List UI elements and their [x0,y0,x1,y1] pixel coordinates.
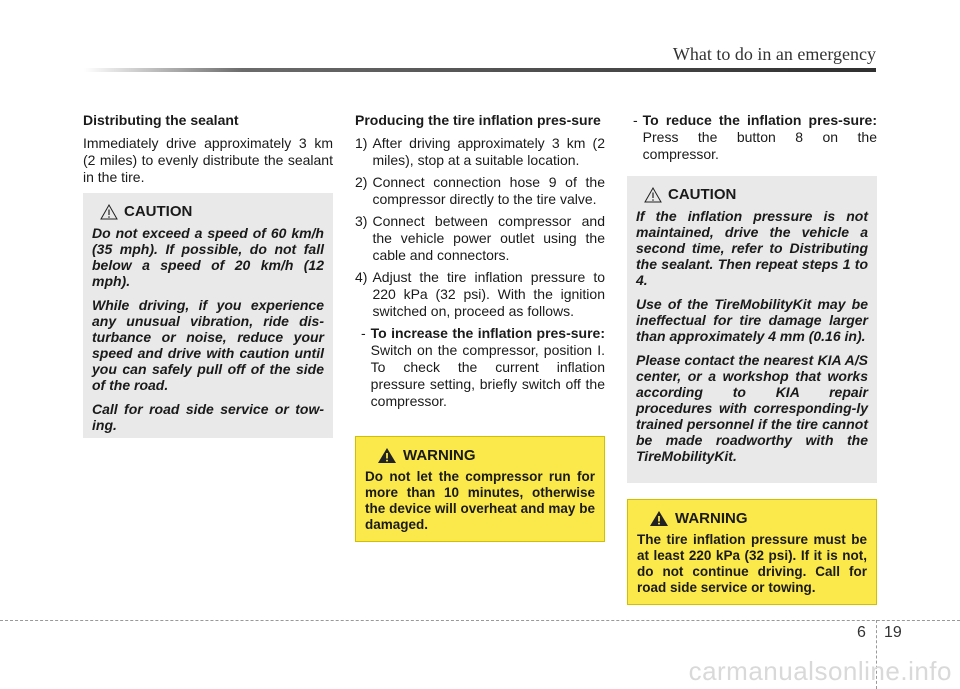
caution-box-speed [83,193,333,438]
step-text: After driving approximately 3 km (2 miles), stop at a suitable location. [372,135,605,168]
reduce-pressure-item [633,112,877,163]
step-number: 2) [355,174,368,190]
warning-box-compressor [355,436,605,542]
sub-dash: - [633,112,638,128]
caution-triangle-icon [100,204,118,220]
distributing-body: Immediately drive approximately 3 km (2 miles) to evenly distribute the sealant in the tire. [83,135,333,185]
watermark: carmanualsonline.info [688,656,952,686]
header-rule [84,68,876,72]
producing-pressure-heading: Producing the tire inflation pres-sure [355,112,601,128]
step-number: 4) [355,269,368,285]
step-item [355,213,605,264]
sub-lead: To increase the inflation pres-sure: [370,325,605,341]
caution-paragraph: Do not exceed a speed of 60 km/h (35 mph). If possible, do not fall below a speed of 20 km/h (12 mph). [92,225,324,289]
step-text: Adjust the tire inflation pressure to 220 kPa (32 psi). With the ignition switched on, proceed as follows. [372,269,605,319]
caution-triangle-icon [644,187,662,203]
sub-lead: To reduce the inflation pres-sure: [642,112,877,128]
warning-title-text: WARNING [675,510,748,527]
section-header-title: What to do in an emergency [672,44,876,64]
sub-body [371,325,605,410]
caution-title-text: CAUTION [124,203,193,220]
warning-title [649,510,867,527]
step-number: 1) [355,135,368,151]
column-2 [355,112,605,415]
step-text: Connect between compressor and the vehicle power outlet using the cable and connectors. [372,213,605,263]
warning-triangle-icon [649,510,669,527]
step-item [355,174,605,208]
caution-box-inflation [627,176,877,483]
warning-title [377,447,595,464]
distributing-heading: Distributing the sealant [83,112,239,128]
sub-text: Switch on the compressor, position I. To check the current inflation pressure setting, briefly switch off the compressor. [370,342,605,409]
step-number: 3) [355,213,368,229]
increase-pressure-item [361,325,605,410]
step-item [355,135,605,169]
sub-dash: - [361,325,366,341]
sub-text: Press the button 8 on the compressor. [642,129,877,162]
warning-text: The tire inflation pressure must be at least 220 kPa (32 psi). If it is not, do not continue driving. Call for road side service or towing. [637,532,867,595]
step-item [355,269,605,320]
column-3 [627,112,877,168]
page-number: 19 [884,624,902,641]
caution-paragraph: Use of the TireMobilityKit may be ineffectual for tire damage larger than approximately 4 mm (0.16 in). [636,296,868,344]
warning-box-pressure [627,499,877,605]
warning-triangle-icon [377,447,397,464]
caution-title-text: CAUTION [668,186,737,203]
caution-title [100,203,324,220]
caution-paragraph: While driving, if you experience any unusual vibration, ride dis-turbance or noise, reduce your speed and drive with caution until you can safely pull off of the side of the road. [92,297,324,393]
sub-body [643,112,877,163]
footer-rule [0,620,960,621]
column-1 [83,112,333,192]
caution-paragraph: Please contact the nearest KIA A/S center, or a workshop that works according to KIA repair procedures with corresponding-ly trained personnel if the tire cannot be made roadworthy with the TireMobilityKit. [636,352,868,464]
caution-paragraph: Call for road side service or tow-ing. [92,401,324,433]
caution-title [644,186,868,203]
chapter-number: 6 [857,624,866,641]
caution-paragraph: If the inflation pressure is not maintained, drive the vehicle a second time, refer to Distributing the sealant. Then repeat steps 1 to 4. [636,208,868,288]
warning-text: Do not let the compressor run for more than 10 minutes, otherwise the device will overheat and may be damaged. [365,469,595,532]
step-text: Connect connection hose 9 of the compressor directly to the tire valve. [372,174,605,207]
warning-title-text: WARNING [403,447,476,464]
